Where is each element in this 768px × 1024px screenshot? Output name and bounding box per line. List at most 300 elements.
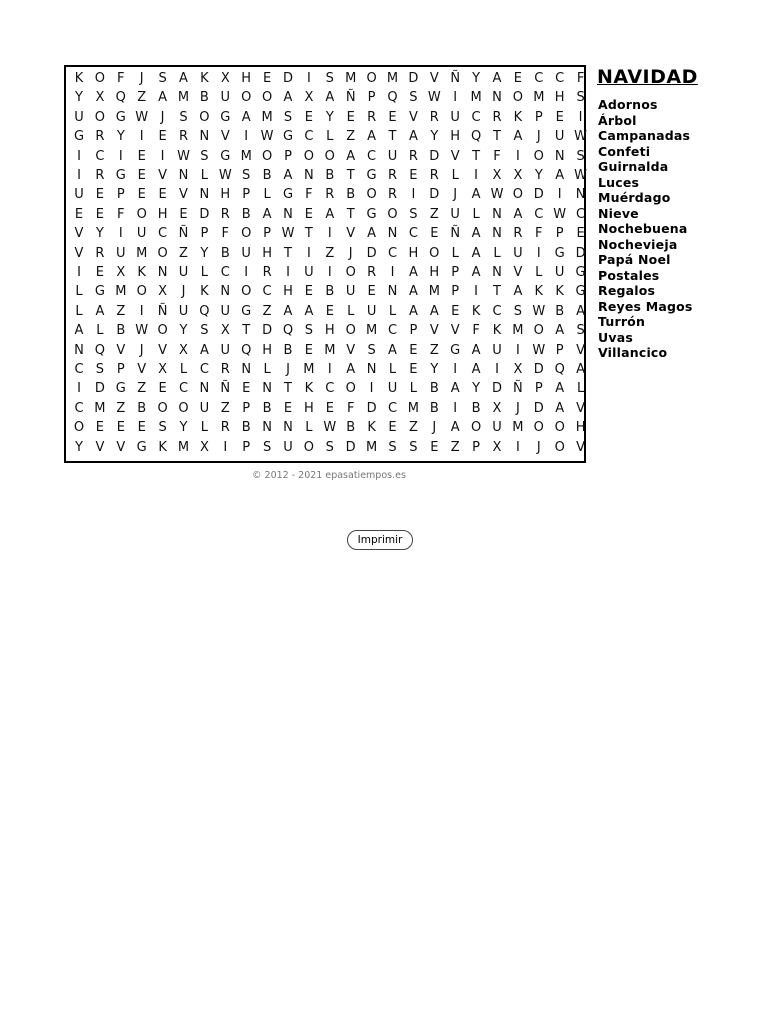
grid-cell: F [576, 71, 585, 86]
grid-cell: L [75, 303, 83, 319]
grid-cell: E [179, 206, 188, 222]
grid-cell: E [95, 206, 104, 222]
grid-cell: A [388, 342, 397, 358]
grid-cell: N [366, 362, 377, 377]
grid-cell: L [472, 206, 480, 222]
grid-cell: I [495, 362, 499, 377]
grid-cell: E [137, 168, 146, 183]
grid-cell: A [262, 206, 272, 222]
grid-cell: B [555, 303, 565, 319]
grid-cell: J [286, 362, 290, 377]
grid-cell: V [74, 226, 84, 242]
grid-cell: I [578, 109, 583, 125]
grid-cell: G [450, 342, 461, 358]
grid-cell: F [117, 71, 125, 86]
grid-cell: T [388, 129, 397, 145]
grid-cell: Z [179, 245, 188, 261]
grid-cell: P [200, 226, 209, 242]
grid-cell: J [139, 342, 144, 358]
grid-cell: O [178, 400, 189, 416]
grid-cell: O [157, 400, 168, 416]
grid-cell: Z [450, 439, 460, 455]
grid-cell: Z [346, 129, 356, 145]
grid-cell: H [262, 342, 272, 358]
grid-cell: A [576, 362, 586, 377]
grid-cell: G [282, 187, 294, 203]
grid-cell: Z [116, 400, 126, 416]
grid-cell: K [137, 265, 146, 280]
grid-cell: G [136, 439, 147, 455]
grid-cell: Z [220, 400, 230, 416]
grid-cell: Q [94, 342, 105, 358]
grid-cell: Z [116, 303, 126, 319]
grid-row [66, 244, 584, 263]
grid-cell: P [534, 381, 543, 397]
grid-cell: U [199, 400, 210, 416]
grid-cell: P [534, 109, 543, 125]
grid-row [66, 166, 588, 185]
grid-cell: B [429, 381, 439, 397]
grid-cell: B [220, 245, 230, 261]
grid-cell: K [367, 420, 376, 436]
grid-cell: W [260, 129, 274, 145]
grid-cell: E [304, 284, 313, 300]
grid-cell: O [136, 206, 147, 222]
grid-cell: R [178, 129, 189, 145]
grid-cell: V [116, 439, 126, 455]
grid-cell: A [471, 265, 481, 280]
grid-cell: I [306, 245, 311, 261]
word-list-item: Campanadas [598, 128, 691, 143]
grid-cell: I [453, 400, 458, 416]
grid-cell: X [158, 284, 168, 300]
grid-cell: U [554, 265, 565, 280]
grid-cell: A [555, 381, 565, 397]
grid-cell: U [136, 226, 147, 242]
grid-cell: G [282, 129, 294, 145]
grid-cell: P [409, 323, 418, 339]
grid-cell: P [451, 284, 460, 300]
grid-row [66, 69, 584, 88]
grid-row [66, 88, 584, 107]
grid-cell: X [492, 439, 502, 455]
grid-cell: P [242, 439, 251, 455]
grid-cell: M [177, 439, 190, 455]
grid-cell: I [223, 439, 228, 455]
grid-cell: X [179, 342, 188, 358]
grid-cell: I [515, 342, 520, 358]
grid-cell: E [95, 420, 104, 436]
grid-cell: I [77, 381, 81, 397]
grid-cell: T [242, 323, 251, 339]
grid-cell: Z [429, 206, 439, 222]
grid-cell: A [555, 323, 565, 339]
grid-cell: Ñ [220, 381, 231, 397]
grid-cell: S [388, 439, 397, 455]
grid-cell: T [493, 129, 501, 145]
word-list-item: Árbol [598, 112, 637, 128]
grid-cell: V [137, 362, 147, 377]
grid-cell: U [220, 303, 231, 319]
grid-cell: Z [137, 90, 147, 106]
grid-cell: E [367, 284, 376, 300]
grid-cell: V [158, 168, 168, 183]
grid-cell: G [366, 206, 377, 222]
grid-cell: D [533, 362, 544, 377]
grid-cell: X [220, 323, 230, 339]
grid-cell: Y [534, 168, 543, 183]
grid-cell: F [221, 226, 230, 242]
grid-cell: K [513, 109, 523, 125]
grid-cell: S [325, 71, 334, 86]
grid-cell: M [345, 71, 357, 86]
grid-cell: W [281, 226, 295, 242]
grid-cell: M [94, 400, 106, 416]
grid-cell: S [513, 303, 523, 319]
grid-cell: I [515, 439, 520, 455]
grid-cell: O [241, 90, 252, 106]
grid-cell: F [117, 206, 125, 222]
grid-cell: O [136, 284, 147, 300]
grid-cell: N [387, 284, 398, 300]
grid-cell: C [492, 303, 502, 319]
grid-cell: T [493, 284, 501, 300]
grid-cell: B [199, 90, 209, 106]
grid-cell: W [177, 148, 190, 164]
grid-cell: I [536, 245, 541, 261]
grid-cell: L [347, 303, 355, 319]
grid-cell: N [304, 168, 314, 183]
grid-cell: M [261, 109, 273, 125]
grid-cell: O [94, 71, 105, 86]
grid-cell: I [160, 148, 165, 164]
grid-cell: C [74, 362, 84, 377]
grid-cell: O [554, 420, 565, 436]
grid-cell: U [345, 284, 356, 300]
grid-cell: O [345, 265, 356, 280]
grid-cell: K [200, 284, 209, 300]
grid-cell: O [366, 187, 377, 203]
grid-cell: E [95, 265, 104, 280]
grid-cell: G [554, 245, 565, 261]
grid-cell: X [513, 362, 523, 377]
grid-cell: E [325, 400, 334, 416]
grid-cell: Q [470, 129, 482, 145]
grid-cell: M [365, 323, 378, 339]
grid-cell: E [409, 168, 418, 183]
grid-row [66, 205, 584, 224]
grid-cell: O [157, 323, 168, 339]
grid-cell: P [242, 400, 251, 416]
grid-row [66, 399, 584, 418]
grid-cell: C [220, 265, 230, 280]
grid-cell: W [490, 187, 504, 203]
grid-cell: N [492, 206, 502, 222]
grid-cell: G [94, 284, 105, 300]
grid-cell: O [533, 148, 544, 164]
grid-cell: N [199, 381, 210, 397]
grid-cell: N [387, 226, 398, 242]
grid-cell: R [95, 245, 105, 261]
grid-cell: R [262, 265, 272, 280]
grid-cell: H [283, 284, 293, 300]
grid-cell: Y [472, 381, 481, 397]
grid-cell: J [536, 439, 541, 455]
grid-cell: I [139, 303, 144, 319]
grid-cell: O [554, 439, 565, 455]
grid-cell: M [428, 284, 440, 300]
grid-cell: I [474, 168, 479, 183]
grid-cell: L [576, 381, 585, 397]
grid-cell: R [220, 420, 230, 436]
grid-cell: D [366, 400, 377, 416]
grid-cell: W [427, 90, 441, 106]
grid-cell: U [492, 342, 502, 358]
grid-cell: Q [387, 90, 398, 106]
grid-cell: H [324, 323, 335, 339]
grid-cell: A [555, 400, 565, 416]
grid-cell: E [430, 439, 439, 455]
grid-cell: O [303, 148, 314, 164]
word-list-item: Postales [598, 267, 660, 283]
grid-cell: V [576, 400, 586, 416]
grid-cell: U [178, 303, 189, 319]
grid-cell: U [513, 245, 523, 261]
grid-cell: U [387, 148, 398, 164]
grid-cell: M [470, 90, 482, 106]
grid-cell: H [220, 187, 231, 203]
grid-cell: B [137, 400, 147, 416]
grid-cell: E [158, 187, 167, 203]
grid-cell: G [575, 265, 586, 280]
grid-cell: A [199, 342, 209, 358]
grid-cell: T [346, 206, 355, 222]
grid-cell: F [346, 400, 355, 416]
grid-cell: H [429, 265, 440, 280]
grid-cell: P [367, 90, 376, 106]
grid-cell: S [179, 109, 188, 125]
grid-cell: C [367, 148, 377, 164]
grid-cell: C [95, 148, 105, 164]
grid-cell: C [387, 245, 398, 261]
grid-cell: S [325, 439, 334, 455]
grid-cell: K [158, 439, 167, 455]
grid-cell: E [137, 420, 146, 436]
grid-cell: O [512, 187, 523, 203]
grid-cell: L [200, 168, 209, 183]
grid-cell: A [304, 303, 314, 319]
grid-cell: O [261, 90, 273, 106]
grid-cell: N [283, 206, 293, 222]
grid-cell: O [261, 148, 273, 164]
grid-cell: L [388, 303, 397, 319]
grid-cell: A [471, 362, 481, 377]
grid-cell: N [74, 342, 84, 358]
grid-row [66, 147, 584, 166]
grid-cell: S [158, 420, 167, 436]
word-list-item: Papá Noel [598, 252, 671, 267]
grid-cell: I [77, 148, 81, 164]
grid-cell: R [429, 168, 439, 183]
grid-cell: E [304, 342, 313, 358]
grid-cell: B [116, 323, 126, 339]
grid-cell: I [557, 187, 562, 203]
grid-cell: R [387, 168, 398, 183]
grid-row [66, 263, 584, 282]
grid-cell: G [115, 381, 126, 397]
grid-cell: W [135, 323, 149, 339]
grid-cell: N [492, 90, 502, 106]
grid-cell: B [262, 168, 272, 183]
grid-cell: I [453, 90, 458, 106]
grid-cell: L [263, 362, 271, 377]
grid-cell: H [575, 420, 586, 436]
grid-cell: M [115, 284, 127, 300]
grid-cell: R [429, 109, 439, 125]
grid-cell: K [200, 71, 209, 86]
copyright-text: © 2012 - 2021 epasatiempos.es [252, 470, 406, 481]
grid-cell: A [513, 129, 523, 145]
grid-cell: C [387, 400, 398, 416]
grid-cell: T [284, 245, 292, 261]
grid-cell: O [73, 420, 85, 436]
grid-cell: R [95, 168, 105, 183]
word-list-item: Muérdago [598, 190, 671, 205]
grid-cell: Q [199, 303, 210, 319]
grid-cell: G [115, 109, 126, 125]
grid-cell: Y [430, 129, 439, 145]
grid-cell: Z [408, 420, 418, 436]
grid-cell: X [95, 90, 105, 106]
grid-cell: E [116, 420, 125, 436]
grid-cell: Ñ [450, 226, 461, 242]
grid-cell: A [179, 71, 188, 86]
grid-cell: J [181, 284, 186, 300]
grid-cell: O [366, 71, 377, 86]
grid-cell: A [408, 303, 418, 319]
grid-cell: K [471, 303, 481, 319]
grid-cell: S [576, 148, 585, 164]
grid-cell: R [492, 109, 502, 125]
grid-cell: A [450, 381, 460, 397]
grid-cell: Y [179, 420, 188, 436]
grid-cell: S [262, 439, 272, 455]
grid-cell: X [304, 90, 314, 106]
grid-cell: M [324, 342, 336, 358]
grid-cell: P [263, 226, 272, 242]
grid-cell: L [326, 129, 334, 145]
grid-cell: B [471, 400, 481, 416]
grid-cell: H [241, 71, 252, 86]
grid-cell: D [491, 381, 502, 397]
word-list-item: Regalos [598, 283, 656, 298]
grid-cell: R [513, 226, 523, 242]
grid-cell: A [471, 226, 481, 242]
grid-cell: U [366, 303, 377, 319]
grid-cell: V [450, 148, 460, 164]
grid-cell: O [345, 381, 356, 397]
grid-cell: S [158, 71, 167, 86]
grid-cell: S [95, 362, 105, 377]
grid-row [66, 127, 588, 146]
grid-row [66, 321, 584, 340]
grid-cell: L [179, 362, 188, 377]
grid-cell: W [532, 342, 546, 358]
grid-cell: I [286, 265, 290, 280]
grid-cell: U [387, 381, 398, 397]
grid-cell: J [432, 420, 437, 436]
grid-cell: R [220, 206, 230, 222]
grid-cell: M [407, 400, 419, 416]
grid-cell: X [513, 168, 523, 183]
grid-cell: E [304, 109, 313, 125]
grid-cell: F [493, 148, 501, 164]
grid-cell: Y [200, 245, 209, 261]
grid-cell: U [450, 109, 460, 125]
grid-cell: H [450, 129, 461, 145]
grid-cell: E [576, 226, 585, 242]
grid-cell: M [512, 420, 524, 436]
grid-cell: A [471, 342, 481, 358]
grid-cell: F [305, 187, 313, 203]
grid-cell: I [118, 226, 123, 242]
grid-cell: O [303, 439, 314, 455]
grid-cell: A [74, 323, 84, 339]
grid-cell: C [387, 323, 398, 339]
grid-cell: H [554, 90, 565, 106]
grid-cell: S [304, 323, 314, 339]
grid-cell: D [94, 381, 105, 397]
word-list-item: Luces [598, 174, 640, 190]
grid-cell: U [492, 420, 502, 436]
grid-cell: Ñ [157, 303, 168, 319]
grid-cell: V [346, 342, 356, 358]
print-button[interactable]: Imprimir [347, 530, 413, 550]
grid-cell: Q [241, 342, 252, 358]
grid-cell: A [576, 303, 586, 319]
grid-cell: I [515, 148, 520, 164]
grid-cell: S [200, 148, 209, 164]
grid-row [66, 224, 584, 243]
grid-cell: J [348, 245, 353, 261]
grid-cell: J [515, 400, 520, 416]
grid-cell: P [116, 362, 125, 377]
grid-cell: T [304, 226, 313, 242]
grid-cell: Y [430, 362, 439, 377]
grid-cell: L [535, 265, 543, 280]
grid-cell: A [367, 226, 377, 242]
grid-cell: S [283, 109, 293, 125]
word-list-item: Villancico [598, 345, 668, 360]
grid-cell: E [555, 109, 564, 125]
grid-cell: M [533, 90, 545, 106]
grid-cell: E [137, 187, 146, 203]
grid-cell: C [325, 381, 335, 397]
grid-cell: F [535, 226, 543, 242]
grid-cell: W [135, 109, 149, 125]
grid-cell: S [242, 168, 251, 183]
grid-cell: O [94, 109, 105, 125]
grid-cell: U [74, 187, 84, 203]
grid-cell: E [158, 381, 167, 397]
grid-cell: E [513, 71, 522, 86]
grid-cell: S [576, 323, 585, 339]
grid-cell: V [116, 342, 126, 358]
grid-cell: B [346, 420, 356, 436]
grid-cell: E [242, 381, 251, 397]
grid-cell: L [493, 245, 501, 261]
grid-cell: I [411, 187, 416, 203]
